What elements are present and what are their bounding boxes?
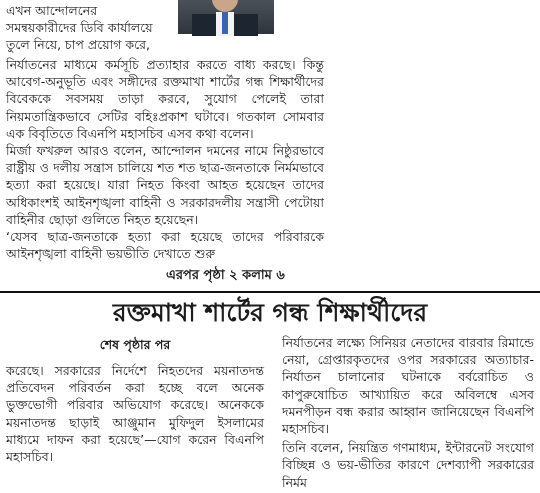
section-divider (0, 291, 540, 293)
photo-tie (222, 12, 228, 34)
headline: রক্তমাখা শার্টের গন্ধ শিক্ষার্থীদের (112, 298, 428, 327)
photo-face (212, 0, 238, 12)
right-paragraph-2: তিনি বলেন, নিয়ন্ত্রিত গণমাধ্যম, ইন্টারনেট সংযোগ বিচ্ছিন্ন ও ভয়-ভীতির কারণে দেশব্যাপী সরকারের নির্মম (282, 440, 534, 490)
bottom-left-column (6, 336, 264, 465)
continuation-note: এরপর পৃষ্ঠা ২ কলাম ৬ (166, 268, 285, 283)
top-article-body (6, 56, 324, 262)
right-paragraph-1: নির্যাতনের লক্ষ্যে সিনিয়র নেতাদের বারবার রিমান্ডে নেয়া, গ্রেপ্তারকৃতদের ওপর সরকারের অত্যাচার-নির্যাতন চালানোর ঘটনাকে বর্বরোচিত ও কাপুরুষোচিত আখ্যায়িত করে অবিলম্বে এসব দমনপীড়ন বন্ধ করার আহ্বান জানিয়েছেন বিএনপি মহাসচিব। (282, 335, 534, 437)
bottom-right-column (282, 334, 534, 493)
pre-line-1: এখন আন্দোলনের (6, 3, 98, 18)
pre-line-3: তুলে নিয়ে, চাপ প্রয়োগ করে, (6, 37, 151, 52)
person-photo (178, 0, 274, 34)
photo-suit-left (192, 14, 216, 36)
paragraph-3: ‘যেসব ছাত্র-জনতাকে হত্যা করা হয়েছে তাদের পরিবারকে আইনশৃঙ্খলা বাহিনী ভয়ভীতি দেখাতে শুরু (6, 229, 324, 262)
photo-suit-right (234, 14, 258, 36)
kicker: শেষ পৃষ্ঠার পর (99, 337, 171, 352)
paragraph-2: মির্জা ফখরুল আরও বলেন, আন্দোলন দমনের নামে নিষ্ঠুরভাবে রাষ্ট্রীয় ও দলীয় সন্ত্রাস চালিয়ে শত শত ছাত্র-জনতাকে নির্মমভাবে হত্যা করা হয়েছে। যারা নিহত কিংবা আহত হয়েছেন তাদের অধিকাংশই আইনশৃঙ্খলা বাহিনী ও সরকারদলীয় সন্ত্রাসী পেটোয়া বাহিনীর ছোড়া গুলিতে নিহত হয়েছেন। (6, 143, 324, 227)
bottom-left-text: করেছে। সরকারের নির্দেশে নিহতদের ময়নাতদন্ত প্রতিবেদন পরিবর্তন করা হচ্ছে বলে অনেক ভুক্তভোগী পরিবার অভিযোগ করেছে। অনেককে ময়নাতদন্ত ছাড়াই আঞ্জুমান মুফিদুল ইসলামের মাধ্যমে দাফন করা হয়েছে’—যোগ করেন বিএনপি মহাসচিব। (6, 363, 264, 465)
pre-line-2: সমন্বয়কারীদের ডিবি কার্যালয়ে (6, 20, 153, 35)
paragraph-1: নির্যাতনের মাধ্যমে কর্মসূচি প্রত্যাহার করতে বাধ্য করছে। কিন্তু আবেগ-অনুভূতি এবং সঙ্গীদের রক্তমাখা শার্টের গন্ধ শিক্ষার্থীদের বিবেককে সবসময় তাড়া করবে, সুযোগ পেলেই তারা নিয়মতান্ত্রিকভাবে সেটির বহিঃপ্রকাশ ঘটাবে। গতকাল সোমবার এক বিবৃতিতে বিএনপি মহাসচিব এসব কথা বলেন। (6, 57, 324, 141)
